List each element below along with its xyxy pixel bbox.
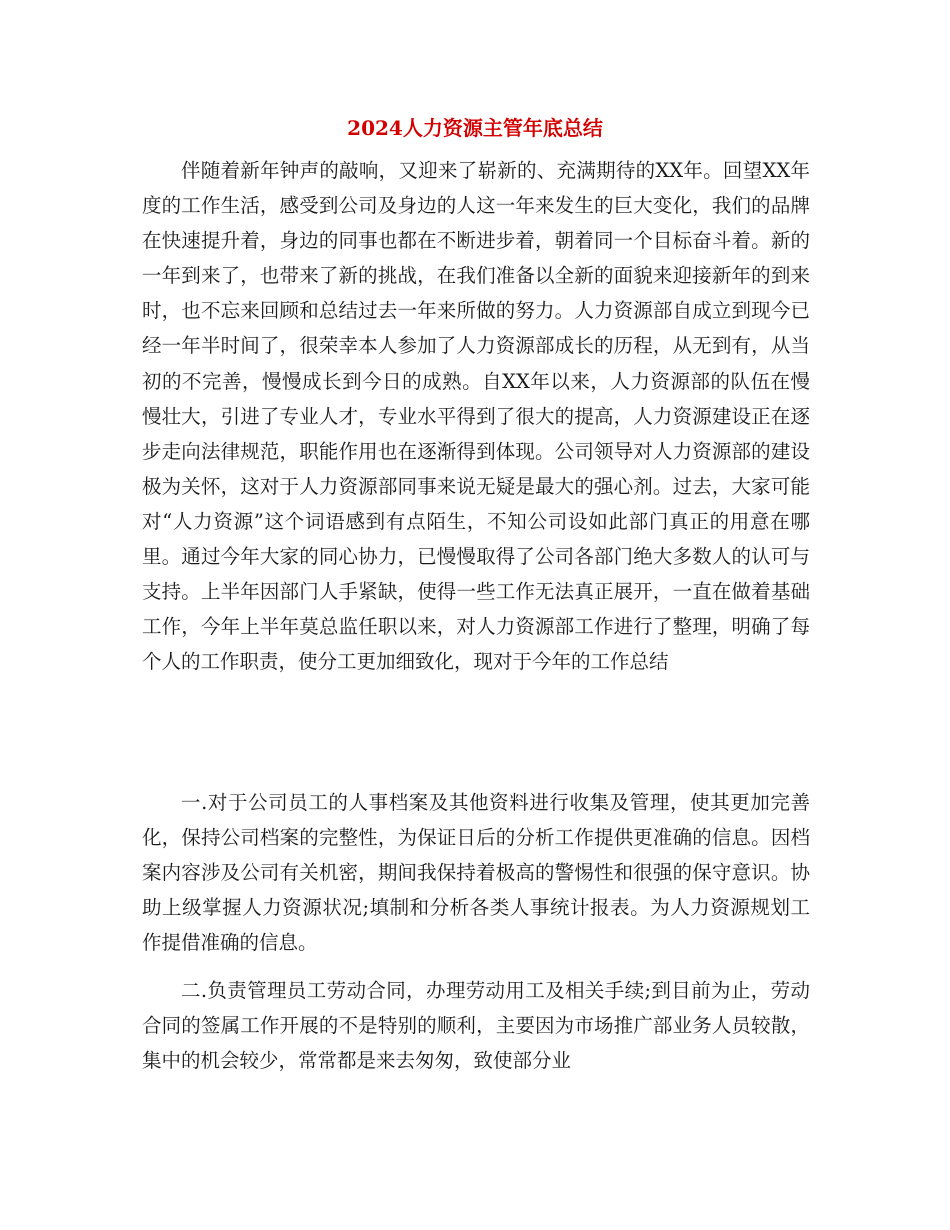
paragraph-item-1: 一.对于公司员工的人事档案及其他资料进行收集及管理，使其更加完善化，保持公司档案的完整性，为保证日后的分析工作提供更准确的信息。因档案内容涉及公司有关机密，期间我保持着极高的警惕性和很强的保守意识。协助上级掌握人力资源状况;填制和分析各类人事统计报表。为人力资源规划工作提借准确的信息。 bbox=[142, 791, 810, 955]
paragraph-intro: 伴随着新年钟声的敲响，又迎来了崭新的、充满期待的XX年。回望XX年度的工作生活，感受到公司及身边的人这一年来发生的巨大变化，我们的品牌在快速提升着，身边的同事也都在不断进步着，朝着同一个目标奋斗着。新的一年到来了，也带来了新的挑战，在我们准备以全新的面貌来迎接新年的到来时，也不忘来回顾和总结过去一年来所做的努力。人力资源部自成立到现今已经一年半时间了，很荣幸本人参加了人力资源部成长的历程，从无到有，从当初的不完善，慢慢成长到今日的成熟。自XX年以来，人力资源部的队伍在慢慢壮大，引进了专业人才，专业水平得到了很大的提高，人力资源建设正在逐步走向法律规范，职能作用也在逐渐得到体现。公司领导对人力资源部的建设极为关怀，这对于人力资源部同事来说无疑是最大的强心剂。过去，大家可能对“人力资源”这个词语感到有点陌生，不知公司设如此部门真正的用意在哪里。通过今年大家的同心协力，已慢慢取得了公司各部门绝大多数人的认可与支持。上半年因部门人手紧缺，使得一些工作无法真正展开，一直在做着基础工作，今年上半年莫总监任职以来，对人力资源部工作进行了整理，明确了每个人的工作职责，使分工更加细致化，现对于今年的工作总结 bbox=[142, 159, 810, 674]
paragraph-item-2: 二.负责管理员工劳动合同，办理劳动用工及相关手续;到目前为止，劳动合同的签属工作开展的不是特别的顺利，主要因为市场推广部业务人员较散，集中的机会较少，常常都是来去匆匆，致使部分业 bbox=[142, 979, 810, 1073]
document-title: 2024人力资源主管年底总结 bbox=[347, 116, 603, 140]
